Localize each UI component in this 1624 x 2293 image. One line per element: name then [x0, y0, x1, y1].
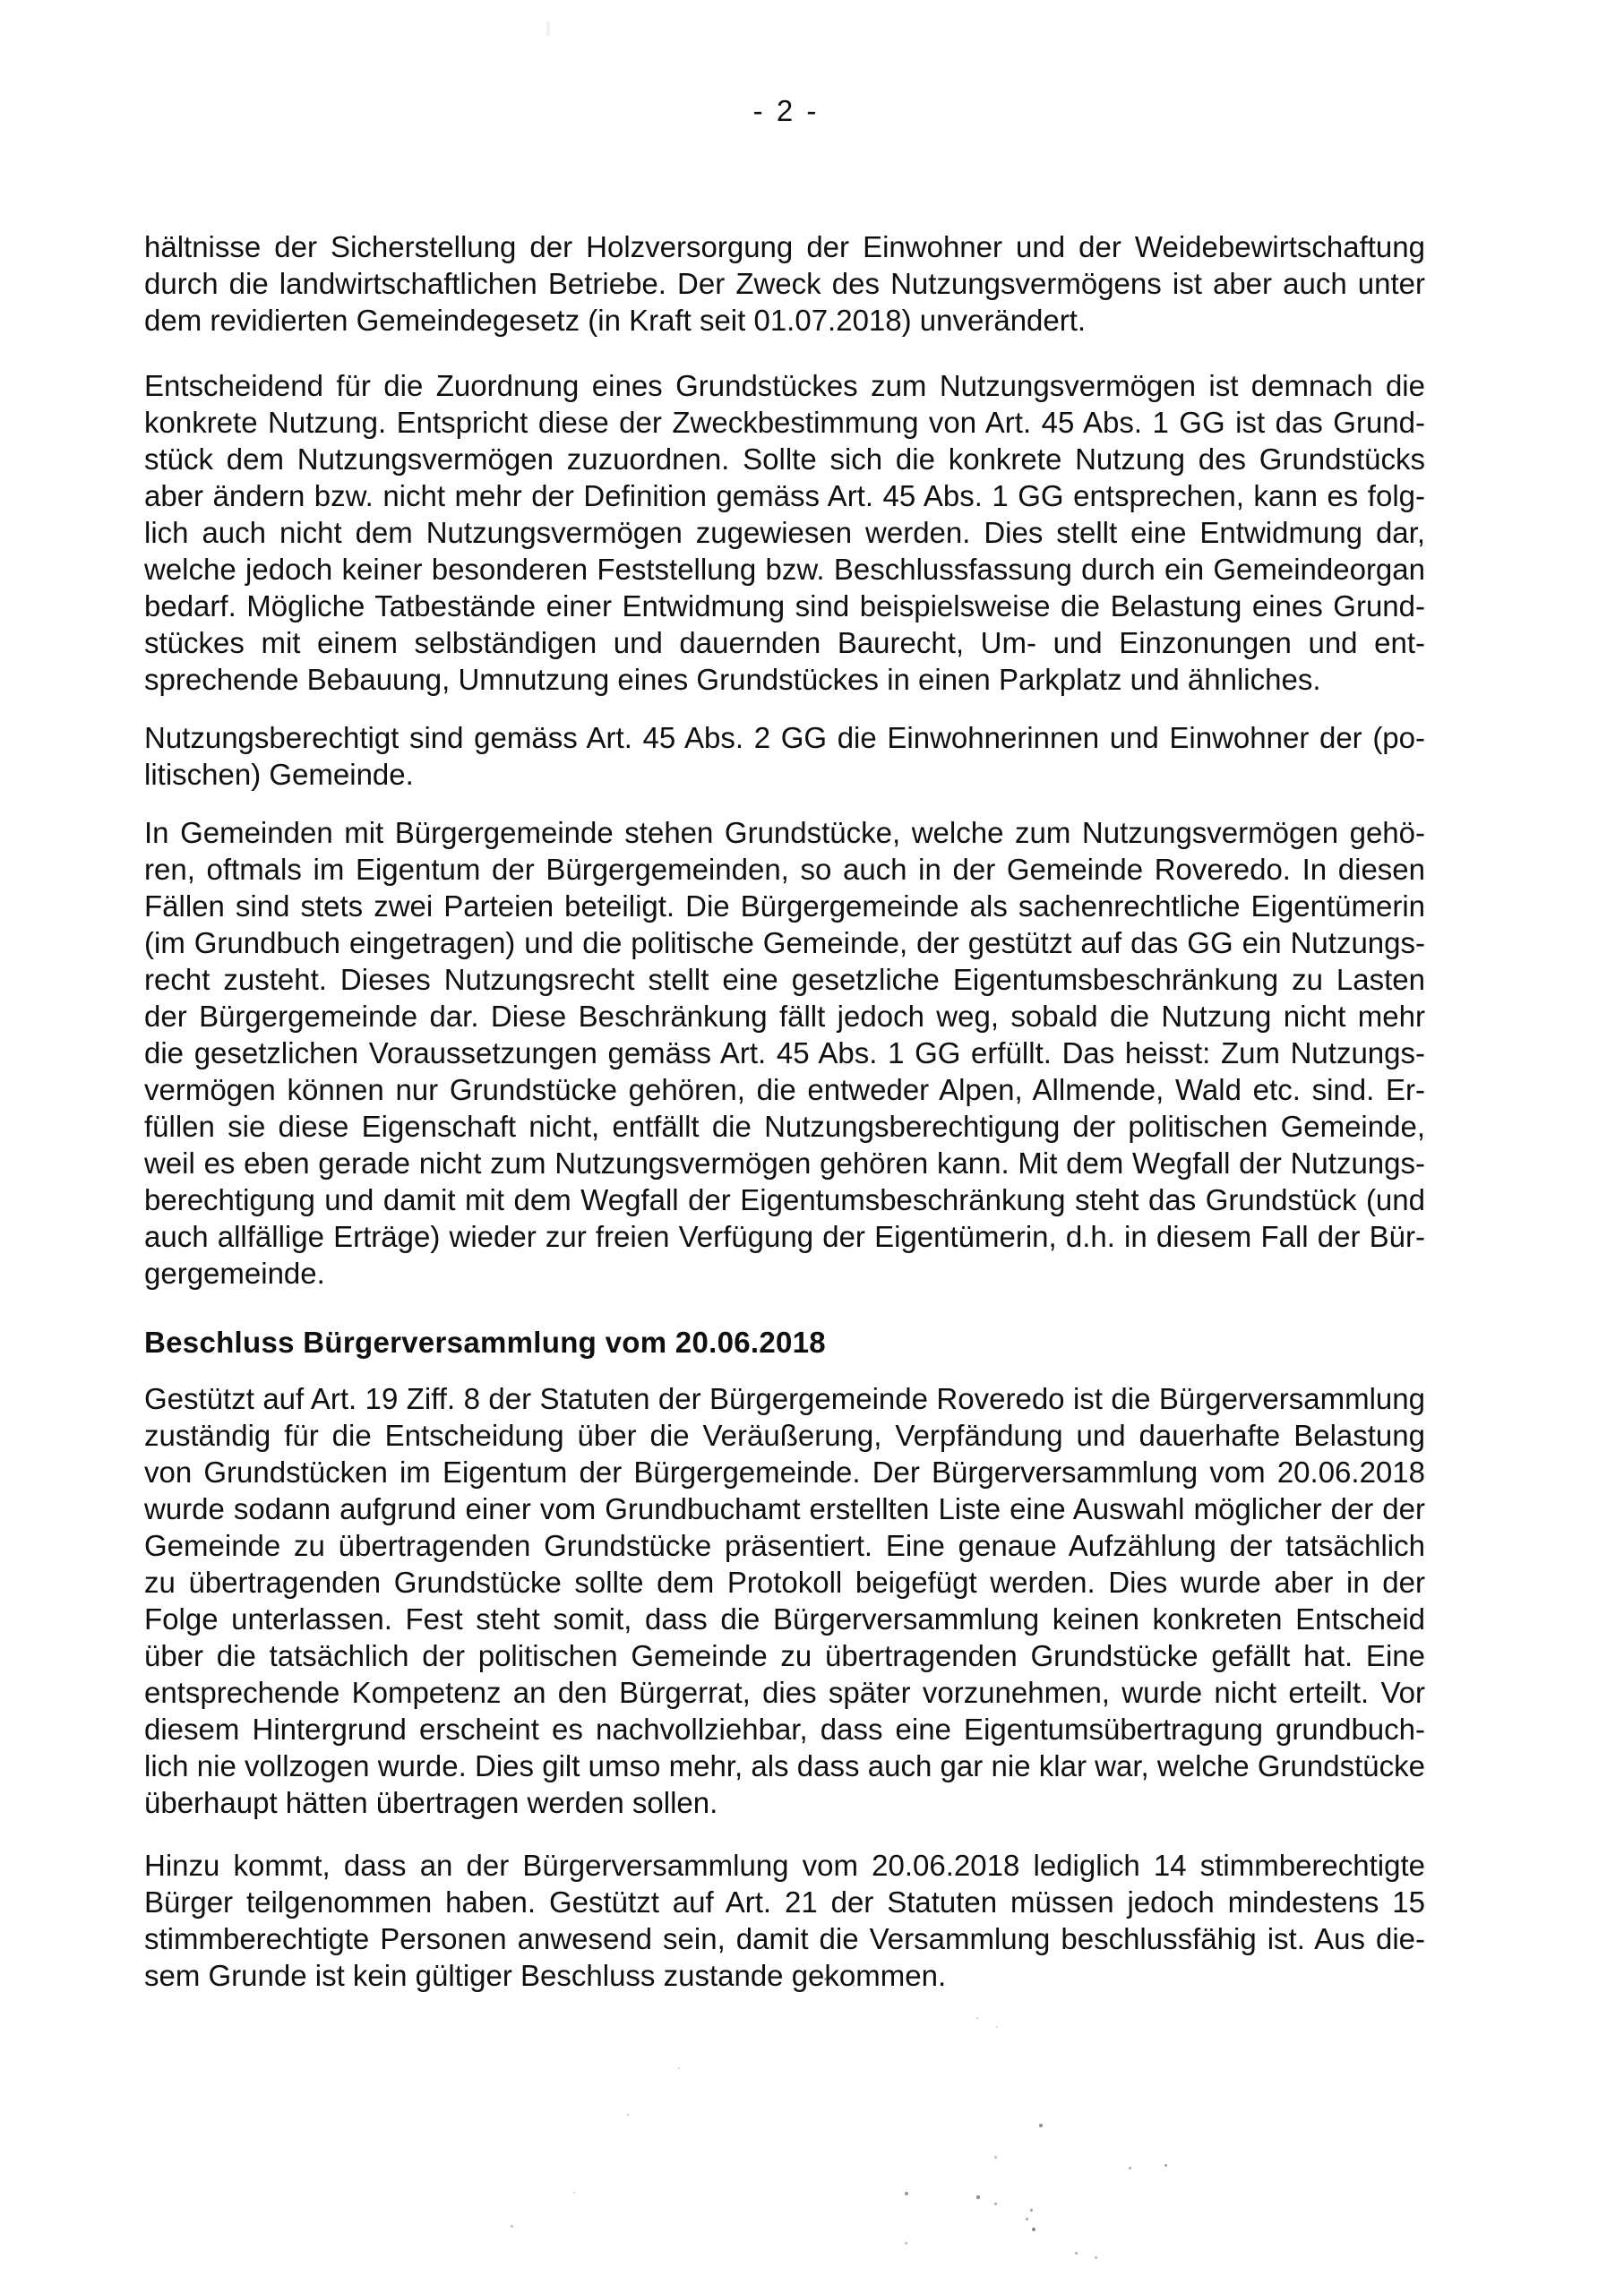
scan-smudge: [546, 21, 550, 36]
text-line: (im Grundbuch eingetragen) und die politische Gemeinde, der gestützt auf das GG ein Nutzungs-: [144, 926, 1425, 959]
paragraph: [144, 367, 1425, 698]
paragraph: [144, 719, 1425, 793]
scan-noise-dot: [976, 2017, 978, 2019]
paragraph: [144, 1847, 1425, 1994]
text-line: ren, oftmals im Eigentum der Bürgergemeinden, so auch in der Gemeinde Roveredo. In diesen: [144, 853, 1425, 886]
text-line: die gesetzlichen Voraussetzungen gemäss Art. 45 Abs. 1 GG erfüllt. Das heisst: Zum Nutzungs-: [144, 1036, 1425, 1069]
text-line: stückes mit einem selbständigen und dauernden Baurecht, Um- und Einzonungen und ent-: [144, 626, 1425, 659]
text-line: hältnisse der Sicherstellung der Holzversorgung der Einwohner und der Weidebewirtschaftung: [144, 230, 1425, 263]
text-line: der Bürgergemeinde dar. Diese Beschränkung fällt jedoch weg, sobald die Nutzung nicht mehr: [144, 1000, 1425, 1033]
text-line: sprechende Bebauung, Umnutzung eines Grundstückes in einen Parkplatz und ähnliches.: [144, 663, 1321, 696]
scan-noise-dot: [1095, 2256, 1097, 2259]
scan-noise-dot: [905, 2242, 907, 2245]
page-number: - 2 -: [752, 94, 817, 127]
scan-noise-dot: [678, 2067, 680, 2069]
text-line: Bürger teilgenommen haben. Gestützt auf Art. 21 der Statuten müssen jedoch mindestens 15: [144, 1885, 1425, 1919]
text-line: entsprechende Kompetenz an den Bürgerrat, dies später vorzunehmen, wurde nicht erteilt. Vor: [144, 1676, 1425, 1709]
scan-noise-dot: [905, 2192, 908, 2195]
scan-noise-dot: [1030, 2209, 1033, 2211]
text-line: diesem Hintergrund erscheint es nachvollziehbar, dass eine Eigentumsübertragung grundbuch-: [144, 1713, 1425, 1746]
text-line: vermögen können nur Grundstücke gehören, die entweder Alpen, Allmende, Wald etc. sind. Er-: [144, 1073, 1425, 1106]
text-line: Hinzu kommt, dass an der Bürgerversammlung vom 20.06.2018 lediglich 14 stimmberechtigte: [144, 1849, 1425, 1882]
text-line: füllen sie diese Eigenschaft nicht, entfällt die Nutzungsberechtigung der politischen Gemeinde,: [144, 1110, 1425, 1143]
text-line: von Grundstücken im Eigentum der Bürgergemeinde. Der Bürgerversammlung vom 20.06.2018: [144, 1456, 1425, 1489]
text-line: konkrete Nutzung. Entspricht diese der Zweckbestimmung von Art. 45 Abs. 1 GG ist das Grund-: [144, 406, 1425, 439]
text-line: zuständig für die Entscheidung über die Veräußerung, Verpfändung und dauerhafte Belastung: [144, 1419, 1425, 1452]
text-line: lich auch nicht dem Nutzungsvermögen zugewiesen werden. Dies stellt eine Entwidmung dar,: [144, 516, 1425, 549]
text-line: überhaupt hätten übertragen werden sollen.: [144, 1786, 718, 1819]
scan-noise-dot: [994, 2203, 997, 2205]
scan-noise-dot: [994, 2156, 997, 2159]
text-line: wurde sodann aufgrund einer vom Grundbuchamt erstellten Liste eine Auswahl möglicher der der: [144, 1492, 1425, 1525]
text-line: berechtigung und damit mit dem Wegfall der Eigentumsbeschränkung steht das Grundstück (und: [144, 1183, 1425, 1216]
text-line: weil es eben gerade nicht zum Nutzungsvermögen gehören kann. Mit dem Wegfall der Nutzungs-: [144, 1146, 1425, 1180]
section-heading: [144, 1324, 1425, 1361]
text-line: Folge unterlassen. Fest steht somit, dass die Bürgerversammlung keinen konkreten Entscheid: [144, 1602, 1425, 1636]
text-line: Gestützt auf Art. 19 Ziff. 8 der Statuten der Bürgergemeinde Roveredo ist die Bürgerversammlung: [144, 1382, 1425, 1415]
text-line: aber ändern bzw. nicht mehr der Definition gemäss Art. 45 Abs. 1 GG entsprechen, kann es folg-: [144, 479, 1425, 512]
text-line: stimmberechtigte Personen anwesend sein, damit die Versammlung beschlussfähig ist. Aus die-: [144, 1922, 1425, 1955]
scan-noise-dot: [627, 2114, 629, 2116]
scan-noise-dot: [1039, 2124, 1043, 2127]
scan-noise-dot: [1129, 2167, 1131, 2169]
scan-noise-dot: [1164, 2164, 1167, 2167]
text-line: über die tatsächlich der politischen Gemeinde zu übertragenden Grundstücke gefällt hat. Eine: [144, 1639, 1425, 1672]
text-line: durch die landwirtschaftlichen Betriebe. Der Zweck des Nutzungsvermögens ist aber auch unter: [144, 267, 1425, 300]
text-line: stück dem Nutzungsvermögen zuzuordnen. Sollte sich die konkrete Nutzung des Grundstücks: [144, 442, 1425, 476]
text-line: gergemeinde.: [144, 1257, 325, 1290]
text-line: welche jedoch keiner besonderen Feststellung bzw. Beschlussfassung durch ein Gemeindeorgan: [144, 553, 1425, 586]
text-line: Gemeinde zu übertragenden Grundstücke präsentiert. Eine genaue Aufzählung der tatsächlich: [144, 1529, 1425, 1562]
paragraph: [144, 814, 1425, 1292]
text-line: Fällen sind stets zwei Parteien beteiligt. Die Bürgergemeinde als sachenrechtliche Eigentümerin: [144, 889, 1425, 923]
scan-noise-dot: [1032, 2228, 1035, 2231]
paragraph: [144, 1380, 1425, 1821]
scan-noise-dot: [1026, 2218, 1028, 2220]
text-line: auch allfällige Erträge) wieder zur freien Verfügung der Eigentümerin, d.h. in diesem Fall der Bür-: [144, 1220, 1425, 1253]
text-line: zu übertragenden Grundstücke sollte dem Protokoll beigefügt werden. Dies wurde aber in der: [144, 1566, 1425, 1599]
scan-noise-dot: [573, 2192, 575, 2194]
text-line: dem revidierten Gemeindegesetz (in Kraft seit 01.07.2018) unverändert.: [144, 304, 1087, 337]
scan-noise-dot: [1075, 2252, 1078, 2254]
section-heading-text: Beschluss Bürgerversammlung vom 20.06.2018: [144, 1326, 826, 1359]
text-line: bedarf. Mögliche Tatbestände einer Entwidmung sind beispielsweise die Belastung eines Grund-: [144, 589, 1425, 623]
text-line: sem Grunde ist kein gültiger Beschluss zustande gekommen.: [144, 1959, 947, 1992]
text-line: litischen) Gemeinde.: [144, 758, 414, 791]
text-line: lich nie vollzogen wurde. Dies gilt umso mehr, als dass auch gar nie klar war, welche Grundstücke: [144, 1749, 1425, 1782]
scan-noise-dot: [511, 2225, 513, 2228]
text-line: In Gemeinden mit Bürgergemeinde stehen Grundstücke, welche zum Nutzungsvermögen gehö-: [144, 816, 1425, 849]
scan-noise-dot: [996, 2026, 998, 2028]
scan-noise-dot: [976, 2195, 980, 2199]
text-line: Entscheidend für die Zuordnung eines Grundstückes zum Nutzungsvermögen ist demnach die: [144, 369, 1425, 402]
document-body: [144, 228, 1425, 1994]
text-line: Nutzungsberechtigt sind gemäss Art. 45 Abs. 2 GG die Einwohnerinnen und Einwohner der (po-: [144, 721, 1425, 754]
paragraph: [144, 228, 1425, 339]
text-line: recht zusteht. Dieses Nutzungsrecht stellt eine gesetzliche Eigentumsbeschränkung zu Lasten: [144, 963, 1425, 996]
